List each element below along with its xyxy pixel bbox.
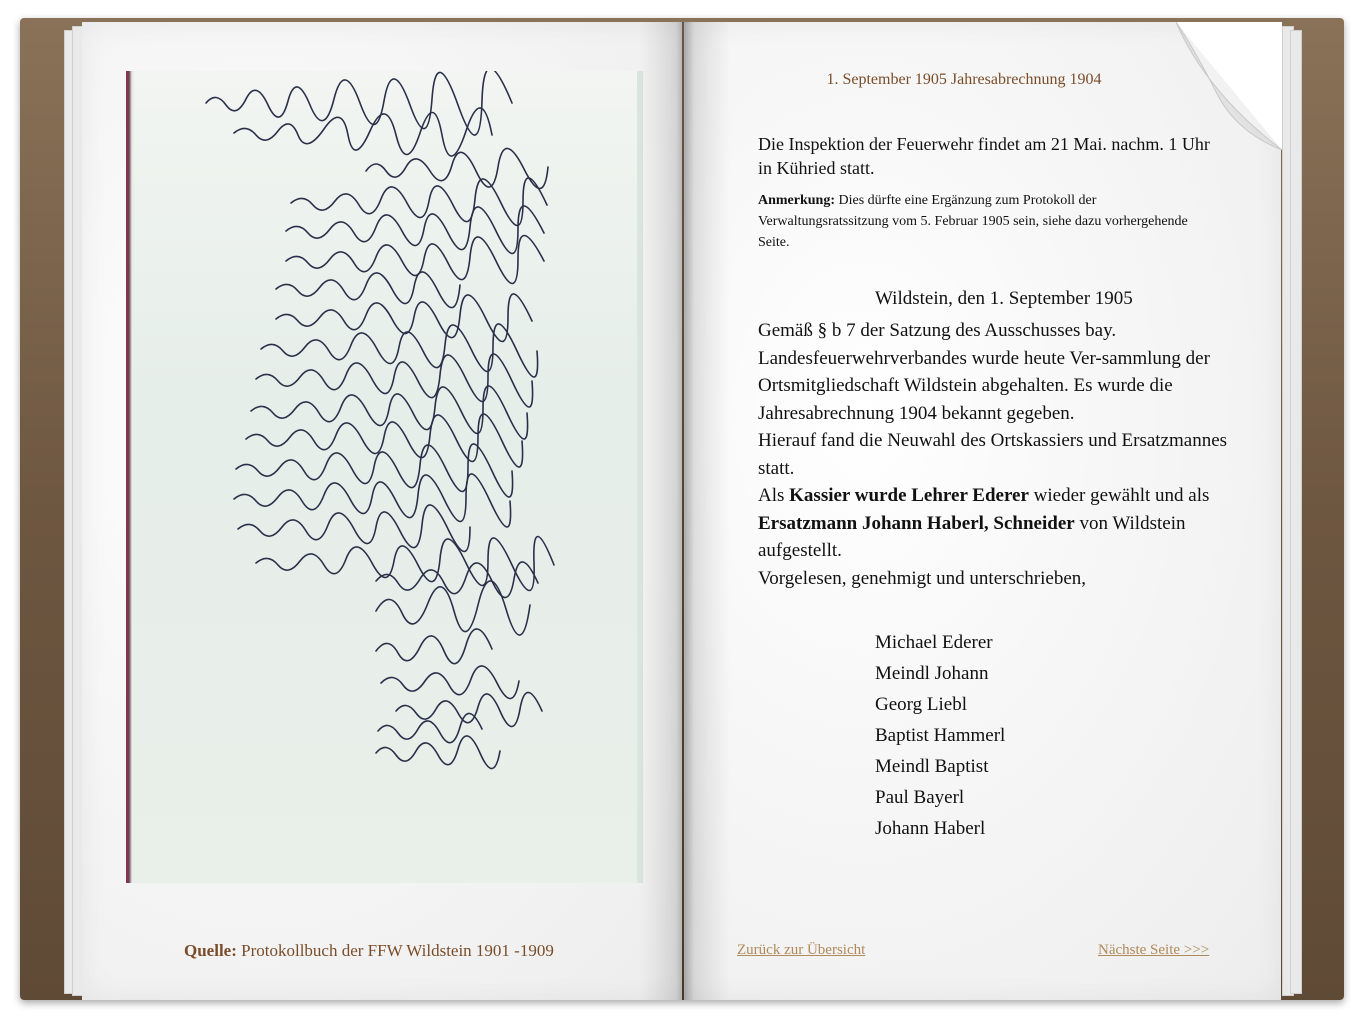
handwriting-scribbles [126,71,643,883]
paragraph-3-bold-1: Kassier wurde Lehrer Ederer [789,485,1029,506]
signer: Johann Haberl [875,818,986,839]
page-curl-corner[interactable] [1176,22,1282,150]
source-caption [184,941,554,961]
paragraph-3-bold-2: Ersatzmann Johann Haberl, Schneider [758,512,1075,534]
next-page-link[interactable]: Nächste Seite >>> [1098,942,1210,958]
signer: Georg Liebl [875,694,967,715]
note-label: Anmerkung: [758,193,836,208]
paragraph-3 [758,482,1228,565]
intro-text: Die Inspektion der Feuerwehr findet am 21 Mai. nachm. 1 Uhr in Kühried statt. [758,134,1210,178]
signer: Meindl Baptist [875,756,989,777]
note-text: Dies dürfte eine Ergänzung zum Protokoll der Verwaltungsratssitzung vom 5. Februar 1905 sein, siehe dazu vorhergehende Seite. [758,193,1188,250]
closing-line: Vorgelesen, genehmigt und unterschrieben, [758,567,1087,589]
page-title: 1. September 1905 Jahresabrechnung 1904 [826,71,1102,88]
signer: Paul Bayerl [875,787,965,808]
protocol-body [758,317,1228,592]
handwritten-document-image [126,71,643,883]
note [758,190,1198,253]
paragraph-3-mid: wieder gewählt und als [1028,485,1210,506]
paragraph-3-prefix: Als [758,485,790,506]
signer: Baptist Hammerl [875,725,1006,746]
paragraph-3-suffix: von Wildstein aufgestellt. [758,512,1186,561]
place-date: Wildstein, den 1. September 1905 [875,288,1133,309]
signer: Michael Ederer [875,632,993,653]
source-text: Protokollbuch der FFW Wildstein 1901 -1909 [241,941,554,960]
source-label: Quelle: [184,941,237,960]
paragraph-2: Hierauf fand die Neuwahl des Ortskassiers und Ersatzmannes statt. [758,430,1228,479]
back-to-overview-link[interactable]: Zurück zur Übersicht [737,942,866,958]
signer: Meindl Johann [875,663,989,684]
page-stack-right-2 [1290,30,1302,994]
paragraph-1: Gemäß § b 7 der Satzung des Ausschusses bay. Landesfeuerwehrverbandes wurde heute Ver-sammlung der Ortsmitgliedschaft Wildstein abgehalten. Es wurde die Jahresabrechnung 1904 bekannt gegeben. [758,320,1210,424]
signers-list [875,629,1005,846]
